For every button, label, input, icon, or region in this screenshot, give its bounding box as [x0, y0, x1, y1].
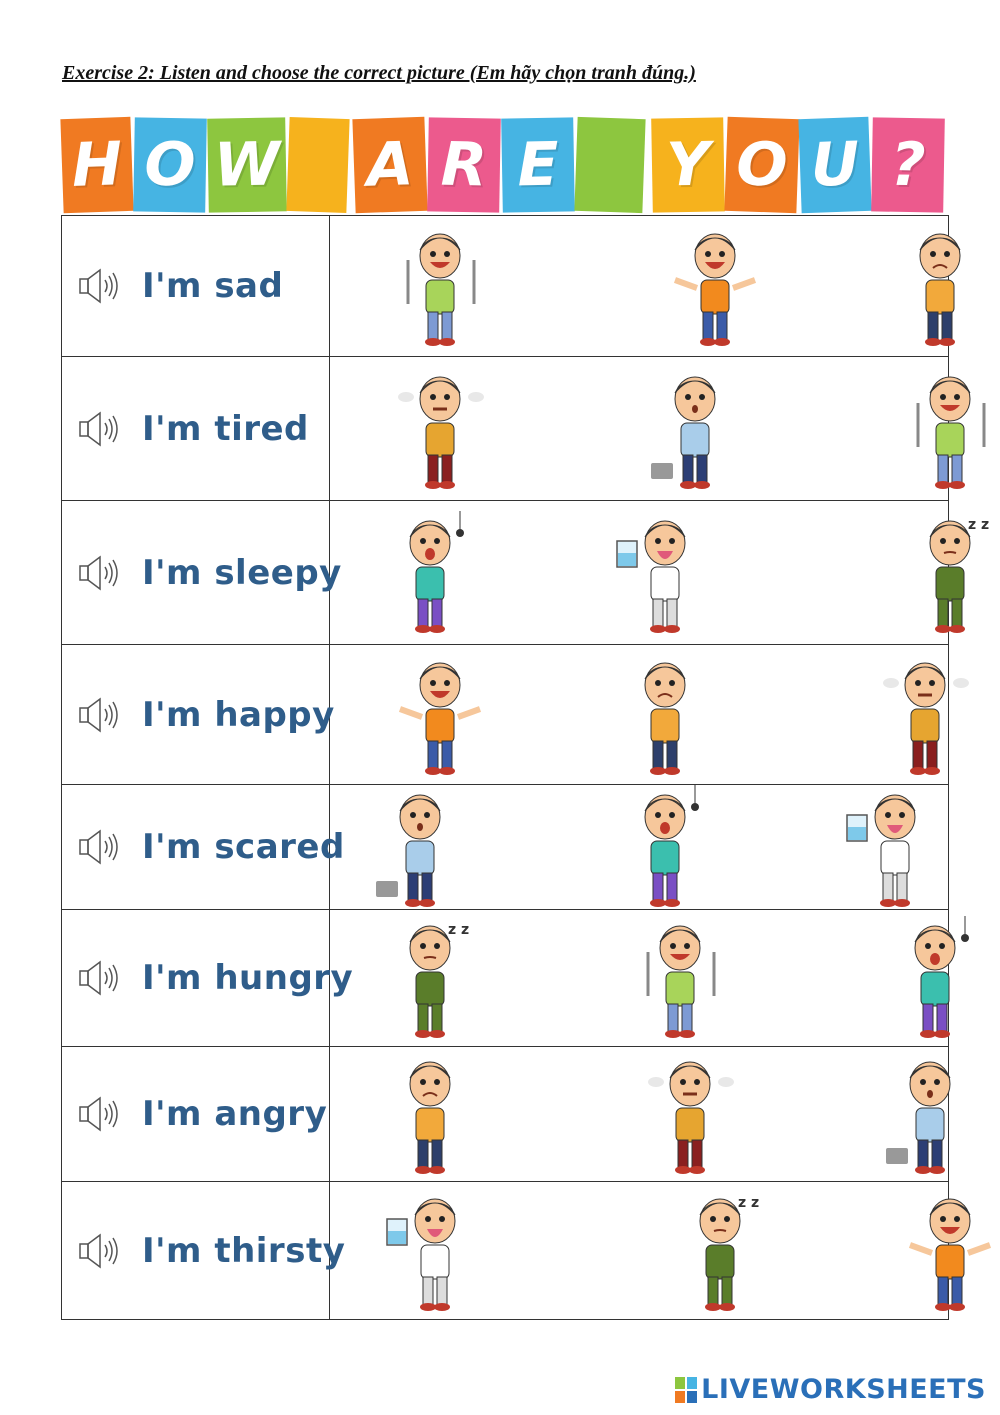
thirsty-picture-option[interactable] [613, 511, 717, 635]
sad-picture-option[interactable] [888, 224, 992, 348]
angry-picture-option[interactable] [873, 653, 977, 777]
svg-text:z z: z z [738, 1194, 760, 1211]
pictures-cell [330, 216, 948, 356]
speaker-icon[interactable] [76, 1231, 122, 1271]
sleepy-picture-option[interactable] [668, 1189, 772, 1313]
banner-tile: Y [651, 117, 725, 212]
phrase-label: I'm happy [142, 694, 335, 735]
pictures-cell [330, 357, 948, 500]
phrase-label: I'm tired [142, 408, 309, 449]
phrase-cell [62, 1047, 330, 1181]
how-are-you-banner [62, 118, 944, 212]
phrase-label: I'm sad [142, 266, 284, 306]
speaker-icon[interactable] [76, 1094, 122, 1134]
speaker-icon[interactable] [76, 827, 122, 867]
happy-picture-option[interactable] [898, 1189, 1000, 1313]
table-row [62, 910, 948, 1047]
table-row [62, 357, 948, 501]
banner-tile: R [427, 117, 501, 212]
phrase-cell [62, 645, 335, 784]
sleepy-picture-option[interactable] [898, 511, 1000, 635]
pictures-cell [330, 1047, 948, 1181]
banner-tile: U [798, 117, 871, 213]
brand-name: LIVEWORKSHEETS [701, 1374, 986, 1405]
banner-tile [286, 117, 349, 213]
angry-picture-option[interactable] [638, 1052, 742, 1176]
svg-text:z z: z z [968, 516, 990, 533]
sleepy-picture-option[interactable] [378, 916, 482, 1040]
banner-tile: O [133, 117, 207, 212]
phrase-label: I'm thirsty [142, 1230, 346, 1271]
phrase-cell [62, 216, 330, 356]
pictures-cell [330, 645, 948, 784]
thirsty-picture-option[interactable] [383, 1189, 487, 1313]
table-row [62, 501, 990, 645]
scared-picture-option[interactable] [613, 785, 717, 909]
happy-picture-option[interactable] [663, 224, 767, 348]
banner-tile: ? [871, 117, 945, 212]
phrase-label: I'm sleepy [142, 552, 342, 593]
speaker-icon[interactable] [76, 958, 122, 998]
phrase-label: I'm scared [142, 827, 345, 867]
angry-picture-option[interactable] [388, 367, 492, 491]
hungry-picture-option[interactable] [628, 916, 732, 1040]
table-row [62, 216, 948, 357]
tired-picture-option[interactable] [643, 367, 747, 491]
table-row [62, 1182, 948, 1319]
sad-picture-option[interactable] [613, 653, 717, 777]
liveworksheets-logo-icon [675, 1377, 697, 1403]
phrase-cell [62, 785, 345, 909]
phrase-label: I'm hungry [142, 958, 354, 998]
sad-picture-option[interactable] [378, 1052, 482, 1176]
scared-picture-option[interactable] [378, 511, 482, 635]
phrase-cell [62, 357, 330, 500]
banner-tile: E [501, 117, 575, 212]
pictures-cell [330, 910, 948, 1046]
speaker-icon[interactable] [76, 553, 122, 593]
phrase-label: I'm angry [142, 1094, 328, 1134]
banner-tile: H [60, 117, 133, 213]
table-row [62, 645, 948, 785]
speaker-icon[interactable] [76, 266, 122, 306]
table-row [62, 1047, 948, 1182]
thirsty-picture-option[interactable] [843, 785, 947, 909]
tired-picture-option[interactable] [368, 785, 472, 909]
exercise-table [61, 215, 990, 1320]
tired-picture-option[interactable] [878, 1052, 982, 1176]
table-row [62, 785, 948, 910]
pictures-cell [330, 501, 990, 644]
speaker-icon[interactable] [76, 409, 122, 449]
banner-tile: A [352, 117, 427, 213]
banner-tile: O [724, 117, 799, 213]
speaker-icon[interactable] [76, 695, 122, 735]
hungry-picture-option[interactable] [388, 224, 492, 348]
phrase-cell [62, 910, 354, 1046]
banner-tile [574, 117, 645, 213]
hungry-picture-option[interactable] [898, 367, 1000, 491]
svg-text:z z: z z [448, 922, 470, 938]
footer-logo [675, 1374, 986, 1405]
exercise-instruction: Exercise 2: Listen and choose the correct picture (Em hãy chọn tranh đúng.) [62, 62, 696, 84]
happy-picture-option[interactable] [388, 653, 492, 777]
phrase-cell [62, 501, 342, 644]
scared-picture-option[interactable] [883, 916, 987, 1040]
pictures-cell [330, 785, 948, 909]
pictures-cell [330, 1182, 948, 1319]
phrase-cell [62, 1182, 346, 1319]
banner-tile: W [207, 117, 287, 212]
